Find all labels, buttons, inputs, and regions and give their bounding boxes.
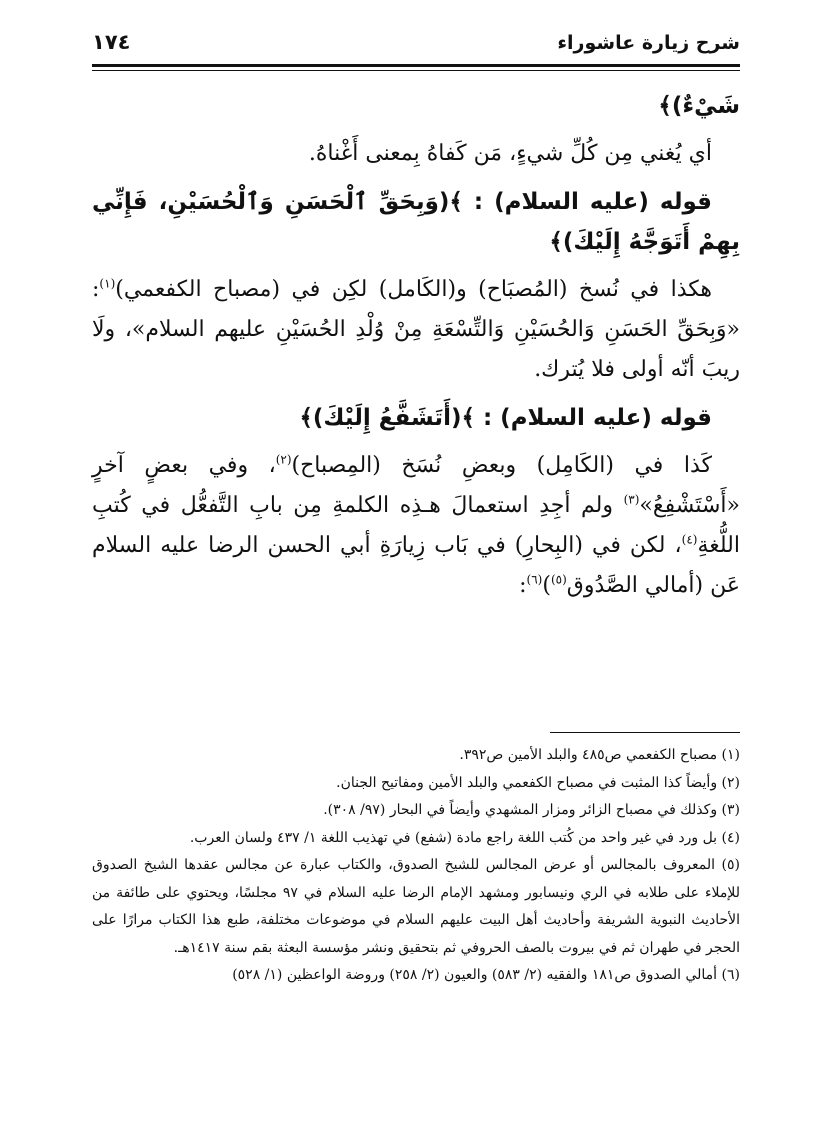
- footnote-ref-5[interactable]: (٥): [550, 572, 567, 587]
- footnote-4: (٤) بل ورد في غير واحد من كُتب اللغة راجع مادة (شفع) في تهذيب اللغة ١/ ٤٣٧ ولسان العرب.: [189, 829, 740, 846]
- text-run: : «وَبِحَقِّ الحَسَنِ وَالحُسَيْنِ وَالتِّسْعَةِ مِنْ وُلْدِ الحُسَيْنِ عليهم السلام»، ولَا ريبَ أنّه أولى فلا يُترك.: [92, 277, 740, 382]
- footnote-ref-3[interactable]: (٣): [623, 492, 640, 507]
- header-rule-thick: [92, 64, 740, 67]
- paragraph-commentary-1: [92, 270, 740, 390]
- quote-heading-2: قوله (عليه السلام) : ﴾(أَتَشَفَّعُ إِلَيْكَ)﴾: [299, 405, 712, 431]
- text-run: ، لكن في (البِحارِ) في بَاب زِيارَةِ أبي الحسن الرضا عليه السلام عَن (أمالي الصَّدُوق: [92, 533, 740, 598]
- paragraph-commentary-2: [92, 446, 740, 606]
- footnote-3: (٣) وكذلك في مصباح الزائر ومزار المشهدي وأيضاً في البحار (٩٧/ ٣٠٨).: [323, 802, 740, 818]
- footnote-ref-1[interactable]: (١): [99, 276, 116, 291]
- footnote-1: (١) مصباح الكفعمي ص٤٨٥ والبلد الأمين ص٣٩٢.: [459, 747, 740, 763]
- running-header: [92, 26, 740, 66]
- honorific: عليه السلام: [510, 405, 642, 431]
- footnote-2: (٢) وأيضاً كذا المثبت في مصباح الكفعمي والبلد الأمين ومفاتيح الجنان.: [336, 774, 740, 791]
- page-number: ١٧٤: [92, 30, 131, 54]
- footnote-ref-2[interactable]: (٢): [275, 452, 292, 467]
- text-run: ): [542, 573, 551, 598]
- text-run: :: [519, 573, 527, 598]
- text-run: هكذا في نُسخ (المُصبَاح) و(الكَامل) لكِن في (مصباح الكفعمي): [115, 277, 712, 302]
- header-rule-thin: [92, 70, 740, 71]
- text-run: ، وفي بعضٍ آخرٍ «أَسْتَشْفِعُ»: [92, 453, 740, 518]
- footnote-6: (٦) أمالي الصدوق ص١٨١ والفقيه (٢/ ٥٨٣) والعيون (٢/ ٢٥٨) وروضة الواعظين (١/ ٥٢٨): [232, 967, 740, 983]
- quote-text: : ﴾(أَتَشَفَّعُ إِلَيْكَ)﴾: [299, 405, 493, 431]
- quote-text: : ﴾(وَبِحَقِّ ٱلْحَسَنِ وَٱلْحُسَيْنِ، فَإِنِّي بِهِمْ أَتَوَجَّهُ إِلَيْكَ)﴾: [92, 189, 740, 255]
- honorific: عليه السلام: [504, 189, 639, 215]
- footnotes: [92, 742, 740, 990]
- paragraph-explanation: أي يُغني مِن كُلِّ شيءٍ، مَن كَفاهُ بِمعنى أَغْناهُ.: [308, 141, 712, 166]
- quote-label: قوله: [659, 189, 712, 215]
- quote-heading-1: قوله (عليه السلام) : ﴾(وَبِحَقِّ ٱلْحَسَنِ وَٱلْحُسَيْنِ، فَإِنِّي بِهِمْ أَتَوَجَّهُ إِلَيْكَ)﴾: [92, 189, 740, 255]
- footnote-ref-6[interactable]: (٦): [526, 572, 543, 587]
- quote-label: قوله: [659, 405, 712, 431]
- footnote-ref-4[interactable]: (٤): [681, 532, 698, 547]
- running-title: شرح زيارة عاشوراء: [557, 32, 740, 54]
- quote-continuation: شَيْءٌ)﴾: [658, 93, 740, 119]
- main-text: [92, 86, 740, 614]
- text-run: كَذا في (الكَامِل) وبعضِ نُسَخ (المِصباح): [291, 453, 712, 478]
- footnote-separator: [550, 732, 740, 733]
- footnote-5: (٥) المعروف بالمجالس أو عرض المجالس للشيخ الصدوق، والكتاب عبارة عن مجالس عقدها الشيخ الصدوق للإملاء على طلابه في الري ونيسابور ومشهد الإمام الرضا عليه السلام في ٩٧ مجلسًا، ويحتوي على طائفة من الأحاديث النبوية الشريفة وأحاديث أهل البيت عليهم السلام في موضوعات مختلفة، طبع هذا الكتاب مرارًا على الحجر في طهران ثم في بيروت بالصف الحروفي ثم بتحقيق ونشر مؤسسة البعثة بقم سنة ١٤١٧هـ.: [92, 857, 741, 956]
- text-run: ولم أجِدِ استعمالَ هـذِه الكلمةِ مِن بابِ التَّفعُّل في كُتبِ اللُّغةِ: [92, 493, 740, 558]
